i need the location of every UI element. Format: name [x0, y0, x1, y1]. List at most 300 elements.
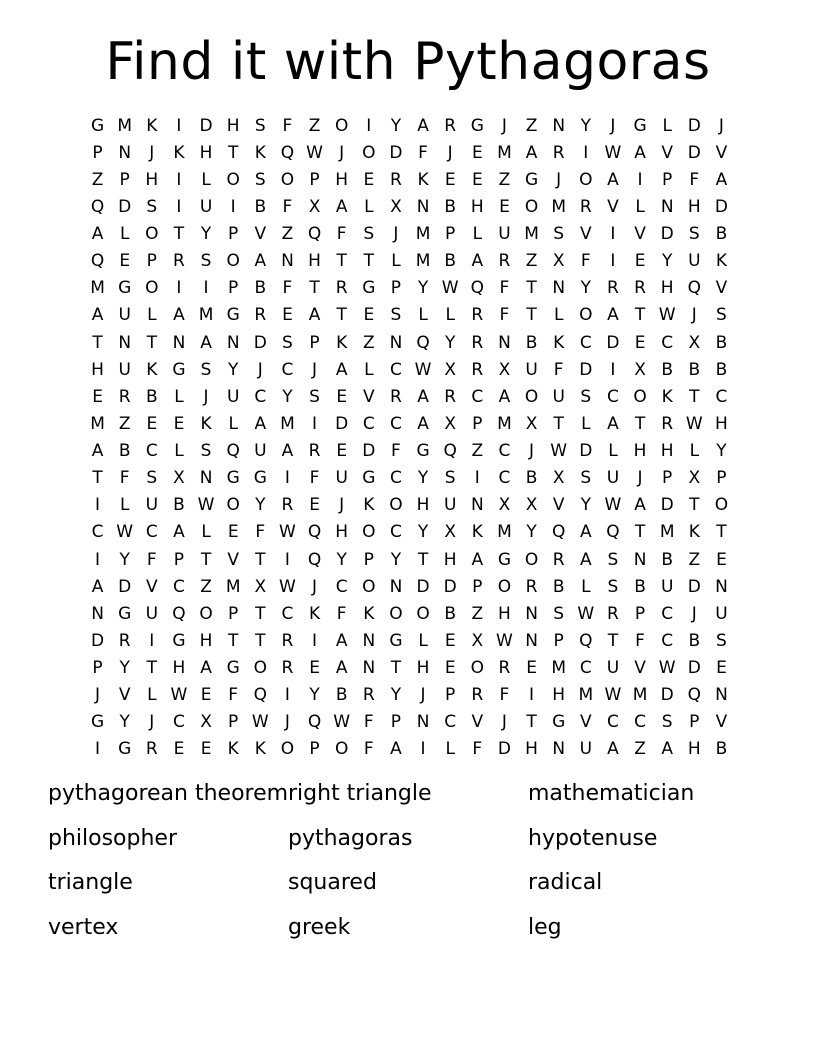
grid-letter: D: [687, 115, 701, 136]
grid-letter: R: [173, 251, 185, 272]
grid-letter: H: [226, 115, 240, 136]
grid-letter: L: [418, 630, 428, 651]
grid-letter: N: [118, 142, 132, 163]
grid-letter: T: [526, 305, 537, 326]
grid-letter: Q: [606, 522, 620, 543]
grid-letter: T: [417, 549, 429, 570]
grid-letter: R: [390, 386, 402, 407]
grid-letter: F: [363, 739, 374, 760]
grid-letter: Y: [417, 522, 429, 543]
grid-letter: N: [118, 332, 132, 353]
grid-letter: Y: [309, 685, 320, 706]
grid-letter: O: [226, 251, 240, 272]
grid-letter: G: [416, 441, 430, 462]
grid-letter: R: [118, 630, 131, 651]
grid-letter: R: [498, 251, 511, 272]
grid-letter: J: [718, 115, 724, 136]
grid-letter: H: [335, 169, 349, 190]
grid-letter: T: [634, 413, 646, 434]
grid-letter: I: [583, 142, 589, 163]
grid-letter: T: [309, 278, 320, 299]
grid-letter: J: [556, 169, 562, 190]
grid-letter: A: [254, 413, 267, 434]
grid-letter: Q: [687, 685, 701, 706]
grid-letter: M: [90, 413, 105, 434]
grid-letter: R: [118, 386, 131, 407]
grid-letter: K: [363, 603, 375, 624]
grid-letter: I: [149, 630, 155, 651]
grid-letter: Y: [255, 495, 266, 516]
grid-letter: T: [634, 522, 646, 543]
grid-letter: X: [498, 495, 511, 516]
grid-letter: I: [610, 224, 616, 245]
grid-letter: E: [363, 169, 375, 190]
grid-row: [84, 221, 735, 248]
grid-letter: X: [444, 522, 457, 543]
grid-letter: H: [416, 658, 430, 679]
grid-letter: W: [685, 413, 703, 434]
grid-letter: T: [92, 332, 103, 353]
grid-letter: P: [309, 332, 320, 353]
grid-letter: P: [228, 224, 239, 245]
grid-letter: P: [472, 576, 483, 597]
grid-letter: S: [607, 576, 619, 597]
grid-letter: C: [390, 359, 402, 380]
grid-letter: K: [146, 115, 158, 136]
grid-letter: F: [119, 468, 130, 489]
grid-row: [84, 709, 735, 736]
grid-letter: T: [634, 305, 646, 326]
grid-letter: R: [661, 413, 674, 434]
grid-letter: I: [312, 630, 318, 651]
grid-letter: Z: [118, 413, 131, 434]
grid-letter: R: [308, 441, 321, 462]
grid-letter: C: [661, 603, 674, 624]
grid-letter: P: [662, 169, 673, 190]
letter-grid: [84, 112, 735, 763]
grid-letter: I: [529, 685, 535, 706]
grid-letter: C: [607, 386, 619, 407]
grid-letter: N: [552, 278, 566, 299]
grid-letter: T: [689, 495, 700, 516]
grid-letter: E: [227, 522, 239, 543]
grid-row: [84, 438, 735, 465]
grid-letter: X: [308, 196, 321, 217]
grid-letter: U: [335, 468, 348, 489]
grid-letter: F: [255, 522, 266, 543]
grid-letter: V: [579, 712, 592, 733]
grid-letter: M: [415, 224, 431, 245]
grid-letter: P: [390, 712, 402, 733]
grid-letter: E: [92, 386, 103, 407]
grid-letter: C: [335, 576, 348, 597]
grid-letter: Q: [90, 251, 105, 272]
grid-letter: O: [524, 549, 539, 570]
grid-letter: Y: [282, 386, 293, 407]
grid-letter: S: [553, 224, 565, 245]
grid-letter: X: [552, 251, 565, 272]
grid-letter: Y: [336, 549, 347, 570]
grid-letter: T: [716, 522, 727, 543]
grid-letter: H: [525, 739, 538, 760]
grid-letter: G: [253, 468, 267, 489]
grid-letter: C: [281, 603, 294, 624]
grid-letter: V: [634, 224, 646, 245]
grid-letter: O: [579, 169, 593, 190]
grid-letter: D: [253, 332, 267, 353]
grid-letter: J: [257, 359, 263, 380]
grid-letter: J: [691, 603, 697, 624]
grid-row: [84, 519, 735, 546]
grid-letter: C: [145, 522, 158, 543]
grid-letter: A: [417, 386, 429, 407]
grid-letter: U: [443, 495, 457, 516]
grid-letter: Q: [253, 685, 267, 706]
grid-letter: Z: [308, 115, 321, 136]
grid-letter: U: [552, 386, 565, 407]
grid-letter: Q: [280, 142, 295, 163]
grid-letter: W: [658, 305, 676, 326]
grid-letter: V: [579, 224, 592, 245]
grid-letter: A: [91, 305, 104, 326]
grid-letter: B: [661, 359, 674, 380]
grid-letter: Q: [551, 522, 566, 543]
grid-letter: C: [390, 468, 402, 489]
grid-letter: Y: [580, 115, 591, 136]
grid-letter: D: [606, 332, 620, 353]
grid-letter: J: [637, 468, 643, 489]
grid-letter: W: [279, 522, 296, 543]
grid-letter: B: [254, 196, 267, 217]
grid-letter: R: [471, 685, 484, 706]
grid-letter: S: [200, 359, 212, 380]
grid-letter: I: [95, 739, 101, 760]
grid-letter: O: [714, 495, 729, 516]
grid-letter: T: [553, 413, 564, 434]
grid-letter: K: [661, 386, 673, 407]
grid-letter: V: [715, 142, 728, 163]
grid-letter: I: [420, 739, 426, 760]
grid-letter: Y: [200, 224, 212, 245]
grid-letter: W: [550, 441, 568, 462]
grid-letter: L: [418, 305, 428, 326]
grid-letter: I: [203, 278, 209, 299]
grid-letter: R: [254, 305, 267, 326]
grid-letter: Z: [525, 251, 538, 272]
grid-letter: L: [174, 441, 184, 462]
grid-letter: A: [308, 305, 321, 326]
grid-letter: S: [716, 305, 727, 326]
grid-letter: J: [339, 142, 345, 163]
grid-letter: J: [312, 359, 318, 380]
word-bank-item: squared: [288, 870, 377, 895]
grid-letter: D: [714, 196, 728, 217]
grid-letter: D: [443, 576, 457, 597]
grid-letter: G: [172, 359, 186, 380]
grid-letter: V: [634, 658, 646, 679]
grid-letter: P: [445, 224, 456, 245]
grid-letter: C: [362, 413, 375, 434]
grid-letter: L: [689, 441, 700, 462]
grid-letter: A: [607, 169, 619, 190]
grid-letter: O: [389, 495, 403, 516]
grid-letter: I: [95, 495, 101, 516]
grid-letter: F: [146, 549, 157, 570]
grid-letter: L: [608, 441, 618, 462]
grid-letter: Z: [91, 169, 104, 190]
grid-letter: B: [688, 359, 701, 380]
grid-letter: C: [579, 332, 592, 353]
grid-letter: H: [552, 685, 566, 706]
grid-letter: E: [634, 251, 646, 272]
grid-letter: Y: [716, 441, 727, 462]
grid-letter: U: [606, 468, 620, 489]
grid-letter: I: [366, 115, 372, 136]
grid-letter: S: [688, 224, 700, 245]
grid-letter: G: [362, 278, 376, 299]
grid-letter: I: [284, 685, 290, 706]
grid-letter: K: [553, 332, 565, 353]
grid-letter: R: [390, 169, 402, 190]
grid-letter: N: [525, 630, 538, 651]
grid-letter: R: [362, 685, 375, 706]
grid-letter: B: [525, 332, 538, 353]
grid-letter: Y: [227, 359, 239, 380]
grid-letter: S: [716, 630, 727, 651]
grid-letter: Z: [498, 169, 511, 190]
grid-letter: Q: [226, 441, 240, 462]
grid-letter: X: [254, 576, 267, 597]
grid-letter: R: [579, 196, 592, 217]
grid-letter: D: [660, 685, 674, 706]
grid-letter: T: [146, 332, 157, 353]
grid-letter: E: [716, 658, 727, 679]
grid-letter: B: [525, 468, 538, 489]
grid-letter: E: [716, 549, 727, 570]
grid-letter: O: [362, 142, 376, 163]
grid-letter: N: [715, 576, 728, 597]
grid-letter: A: [417, 115, 429, 136]
grid-letter: O: [226, 169, 240, 190]
grid-letter: T: [526, 712, 537, 733]
grid-letter: P: [689, 712, 700, 733]
grid-letter: P: [662, 468, 673, 489]
grid-letter: D: [118, 576, 132, 597]
grid-letter: V: [607, 196, 619, 217]
grid-letter: K: [471, 522, 483, 543]
grid-letter: F: [689, 169, 700, 190]
grid-row: [84, 410, 735, 437]
grid-letter: L: [553, 305, 564, 326]
grid-letter: N: [416, 196, 430, 217]
grid-letter: R: [498, 658, 511, 679]
grid-row: [84, 627, 735, 654]
word-bank-item: vertex: [48, 914, 119, 940]
grid-letter: A: [579, 522, 592, 543]
grid-letter: Y: [580, 278, 591, 299]
grid-letter: L: [147, 305, 157, 326]
grid-letter: O: [362, 576, 376, 597]
grid-letter: N: [552, 115, 566, 136]
grid-letter: B: [715, 359, 728, 380]
grid-letter: S: [553, 603, 565, 624]
grid-letter: Y: [417, 278, 429, 299]
grid-letter: O: [416, 603, 430, 624]
grid-letter: C: [498, 441, 511, 462]
grid-letter: A: [417, 413, 429, 434]
grid-letter: S: [444, 468, 456, 489]
grid-letter: P: [173, 549, 185, 570]
grid-letter: N: [226, 332, 240, 353]
grid-letter: M: [117, 115, 133, 136]
word-bank-item: radical: [528, 870, 603, 895]
grid-letter: O: [145, 224, 159, 245]
grid-letter: O: [145, 278, 159, 299]
grid-letter: P: [716, 468, 727, 489]
grid-letter: R: [444, 386, 457, 407]
grid-letter: M: [497, 142, 512, 163]
grid-letter: G: [633, 115, 647, 136]
grid-letter: T: [607, 630, 619, 651]
grid-letter: W: [116, 522, 134, 543]
grid-letter: H: [416, 495, 430, 516]
grid-letter: Z: [525, 115, 538, 136]
grid-letter: U: [660, 576, 674, 597]
grid-letter: O: [470, 658, 484, 679]
grid-letter: U: [145, 495, 159, 516]
grid-letter: X: [444, 359, 457, 380]
grid-letter: K: [254, 739, 266, 760]
grid-letter: A: [579, 549, 592, 570]
word-bank-item: philosopher: [48, 825, 178, 851]
grid-letter: I: [474, 468, 480, 489]
grid-letter: X: [173, 468, 185, 489]
grid-letter: E: [200, 739, 212, 760]
grid-letter: H: [687, 739, 701, 760]
grid-letter: F: [282, 278, 293, 299]
grid-letter: C: [444, 712, 457, 733]
grid-letter: U: [118, 359, 131, 380]
grid-letter: A: [471, 251, 484, 272]
grid-letter: W: [414, 359, 432, 380]
grid-letter: H: [687, 196, 701, 217]
grid-letter: U: [688, 251, 701, 272]
grid-letter: D: [579, 359, 593, 380]
grid-letter: S: [200, 251, 212, 272]
grid-letter: B: [661, 549, 674, 570]
grid-letter: W: [170, 685, 188, 706]
grid-letter: V: [145, 576, 158, 597]
grid-letter: K: [227, 739, 239, 760]
grid-letter: X: [200, 712, 212, 733]
grid-row: [84, 600, 735, 627]
grid-letter: R: [552, 142, 565, 163]
grid-letter: N: [362, 658, 376, 679]
grid-letter: F: [553, 359, 564, 380]
grid-letter: R: [471, 332, 484, 353]
grid-letter: V: [661, 142, 673, 163]
grid-letter: M: [198, 305, 214, 326]
grid-letter: D: [579, 441, 593, 462]
grid-letter: U: [606, 658, 620, 679]
word-bank-item: greek: [288, 914, 351, 940]
grid-letter: U: [118, 305, 131, 326]
grid-letter: M: [551, 658, 567, 679]
grid-letter: S: [254, 115, 266, 136]
grid-letter: T: [689, 386, 700, 407]
grid-letter: R: [525, 576, 538, 597]
grid-letter: H: [660, 278, 674, 299]
grid-letter: N: [172, 332, 186, 353]
grid-letter: S: [661, 712, 673, 733]
grid-letter: P: [445, 685, 456, 706]
grid-letter: Y: [119, 549, 130, 570]
grid-letter: T: [227, 630, 239, 651]
grid-letter: A: [634, 495, 646, 516]
grid-letter: E: [173, 739, 185, 760]
grid-letter: E: [200, 685, 212, 706]
grid-letter: I: [95, 549, 101, 570]
grid-letter: R: [607, 603, 619, 624]
grid-letter: P: [228, 712, 239, 733]
grid-letter: N: [281, 251, 294, 272]
grid-letter: L: [201, 169, 211, 190]
grid-letter: J: [203, 386, 209, 407]
grid-letter: D: [687, 576, 701, 597]
grid-letter: S: [607, 549, 619, 570]
grid-letter: V: [254, 224, 267, 245]
grid-letter: G: [172, 630, 186, 651]
grid-letter: J: [610, 115, 616, 136]
grid-letter: Q: [579, 630, 593, 651]
grid-letter: L: [581, 413, 591, 434]
grid-letter: A: [91, 576, 104, 597]
grid-letter: L: [174, 386, 184, 407]
grid-letter: W: [604, 142, 622, 163]
grid-row: [84, 465, 735, 492]
grid-letter: G: [389, 630, 403, 651]
grid-letter: N: [660, 196, 674, 217]
grid-letter: U: [498, 224, 511, 245]
grid-letter: C: [498, 468, 511, 489]
grid-letter: M: [551, 196, 567, 217]
grid-letter: P: [228, 278, 239, 299]
grid-letter: U: [525, 359, 538, 380]
grid-letter: F: [282, 115, 293, 136]
grid-letter: M: [578, 685, 594, 706]
grid-letter: I: [176, 196, 182, 217]
grid-letter: P: [146, 251, 157, 272]
grid-letter: O: [253, 658, 267, 679]
grid-letter: B: [145, 386, 158, 407]
grid-letter: T: [526, 278, 537, 299]
grid-letter: T: [390, 658, 402, 679]
grid-letter: W: [333, 712, 351, 733]
grid-letter: F: [418, 142, 428, 163]
grid-letter: I: [637, 169, 643, 190]
grid-letter: W: [604, 495, 622, 516]
grid-letter: O: [199, 603, 213, 624]
grid-letter: H: [172, 658, 186, 679]
grid-letter: F: [336, 224, 347, 245]
grid-letter: U: [199, 196, 213, 217]
grid-letter: Q: [307, 549, 322, 570]
grid-letter: J: [284, 712, 290, 733]
grid-letter: E: [444, 630, 456, 651]
grid-letter: F: [336, 603, 347, 624]
grid-letter: R: [335, 278, 348, 299]
grid-letter: S: [309, 386, 320, 407]
